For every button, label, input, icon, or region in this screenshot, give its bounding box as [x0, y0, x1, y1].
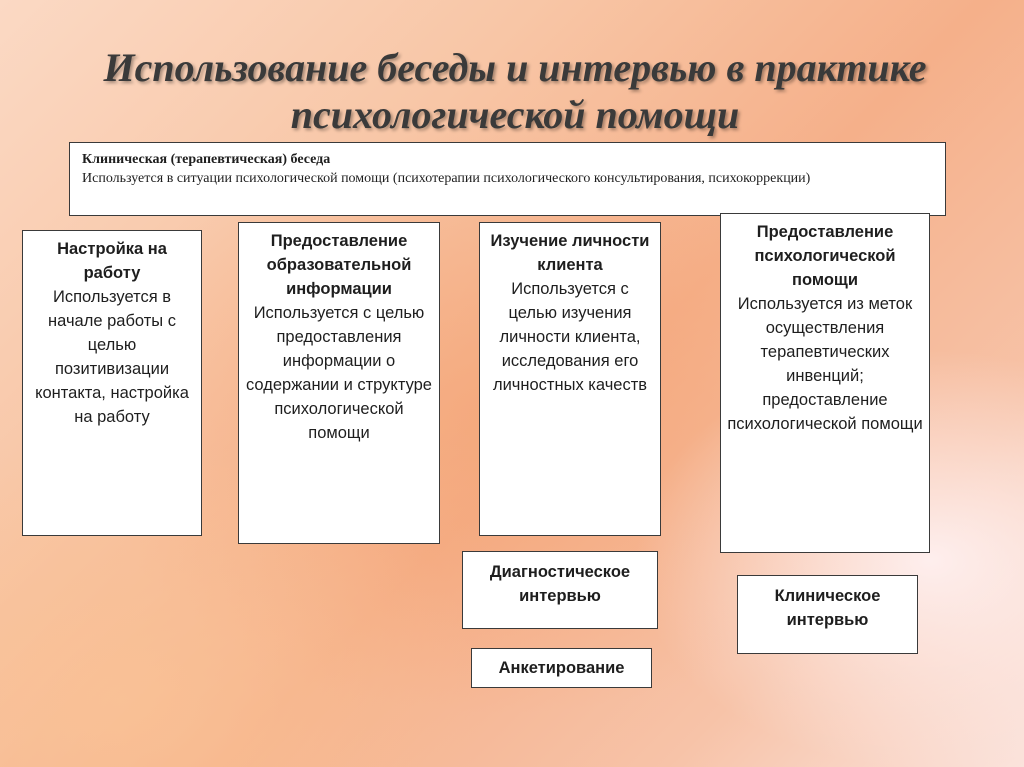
clinical-interview-label: Клиническое интервью [774, 587, 881, 629]
clinical-conversation-description: Используется в ситуации психологической помощи (психотерапии психологического консультирования, психокоррекции) [82, 171, 811, 186]
category-box-educational-info [238, 222, 440, 544]
category-heading: Настройка на работу [57, 240, 167, 282]
category-description: Используется в начале работы с целью позитивизации контакта, настройка на работу [35, 288, 189, 426]
questionnaire-label: Анкетирование [498, 659, 625, 677]
category-box-psychological-help [720, 213, 930, 553]
category-box-personality-study [479, 222, 661, 536]
category-description: Используется из меток осуществления терапевтических инвенций; предоставление психологической помощи [727, 295, 923, 433]
slide-title: Использование беседы и интервью в практике психологической помощи [103, 45, 927, 137]
category-description: Используется с целью изучения личности клиента, исследования его личностных качеств [492, 280, 648, 394]
category-description: Используется с целью предоставления информации о содержании и структуре психологической помощи [246, 304, 432, 442]
clinical-conversation-box [69, 142, 946, 216]
category-heading: Предоставление психологической помощи [754, 223, 896, 289]
category-box-work-setup [22, 230, 202, 536]
diagnostic-interview-box [462, 551, 658, 629]
clinical-interview-box [737, 575, 918, 654]
questionnaire-box [471, 648, 652, 688]
category-heading: Изучение личности клиента [490, 232, 650, 274]
diagnostic-interview-label: Диагностическое интервью [489, 563, 631, 605]
clinical-conversation-heading: Клиническая (терапевтическая) беседа [82, 152, 331, 167]
category-heading: Предоставление образовательной информации [266, 232, 412, 298]
